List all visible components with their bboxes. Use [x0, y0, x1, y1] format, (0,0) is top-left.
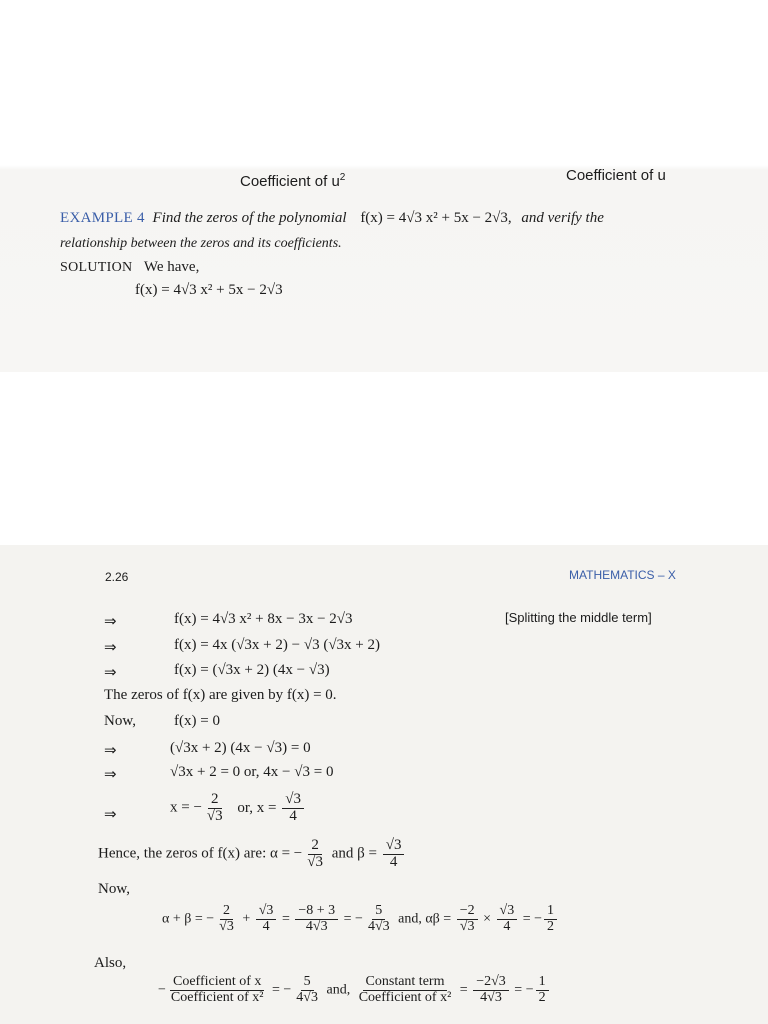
example-intro: Find the zeros of the polynomial — [152, 210, 347, 226]
also-label: Also, — [94, 955, 127, 971]
scan-page-bottom — [0, 545, 768, 1024]
equation-split: f(x) = 4√3 x² + 8x − 3x − 2√3 — [174, 611, 353, 627]
example-tail: and verify the — [521, 210, 604, 226]
sum-product-line: α + β = − $\frac{2}{√3}$ + $\frac{√3}{4}$ = $\frac{-8 + 3}{4√3}$ = − $\frac{5}{4√3}$ and, αβ = $\frac{-2}{√3}$ × $\frac{√3}{4}$ = − $\frac{1}{2}$ — [162, 904, 559, 934]
coefficient-ratios-line: − $\frac{\text{Coefficient of x}}{\text{Coefficient of x²}}$ = − $\frac{5}{4√3}$ and, $\frac{\text{Constant term}}{\text{Coefficient of x²}}$ = $\frac{-2√3}{4√3}$ = − $\frac{1}{2}$ — [158, 975, 551, 1005]
zeros-given-text: The zeros of f(x) are given by f(x) = 0. — [104, 687, 337, 703]
now-label: Now, — [104, 713, 136, 729]
example-label: EXAMPLE 4 — [60, 210, 145, 226]
scan-page-top — [0, 0, 768, 372]
implies-symbol: ⇒ — [104, 612, 117, 630]
now-label-2: Now, — [98, 881, 130, 897]
example-poly: f(x) = 4√3 x² + 5x − 2√3, — [360, 210, 512, 226]
solution-first-equation: f(x) = 4√3 x² + 5x − 2√3 — [135, 282, 283, 298]
equation-either-or: √3x + 2 = 0 or, 4x − √3 = 0 — [170, 764, 334, 780]
hence-zeros-line: Hence, the zeros of f(x) are: α = − $\frac{2}{√3}$ and β = $\frac{√3}{4}$ — [98, 838, 406, 871]
header-coefficient-right: Coefficient of u — [566, 167, 666, 184]
example-line-2: relationship between the zeros and its coefficients. — [60, 236, 342, 251]
equation-product-zero: (√3x + 2) (4x − √3) = 0 — [170, 740, 311, 756]
implies-symbol: ⇒ — [104, 765, 117, 783]
implies-symbol: ⇒ — [104, 638, 117, 656]
page-number: 2.26 — [105, 570, 129, 584]
equation-factored: f(x) = (√3x + 2) (4x − √3) — [174, 662, 330, 678]
running-head: MATHEMATICS – X — [569, 568, 676, 582]
equation-grouping: f(x) = 4x (√3x + 2) − √3 (√3x + 2) — [174, 637, 381, 653]
equation-f-zero: f(x) = 0 — [174, 713, 220, 729]
example-line-1 — [60, 210, 604, 227]
implies-symbol: ⇒ — [104, 741, 117, 759]
white-gap — [0, 372, 768, 545]
implies-symbol: ⇒ — [104, 805, 117, 823]
implies-symbol: ⇒ — [104, 663, 117, 681]
solution-text: We have, — [143, 259, 200, 275]
solution-line — [60, 259, 199, 276]
equation-roots: x = − $\frac{2}{√3}$ or, x = $\frac{√3}{4}$ — [170, 792, 306, 825]
solution-label: SOLUTION — [60, 260, 133, 275]
split-note: [Splitting the middle term] — [505, 610, 652, 625]
header-coefficient-left: Coefficient of $u^2$ — [240, 172, 346, 190]
